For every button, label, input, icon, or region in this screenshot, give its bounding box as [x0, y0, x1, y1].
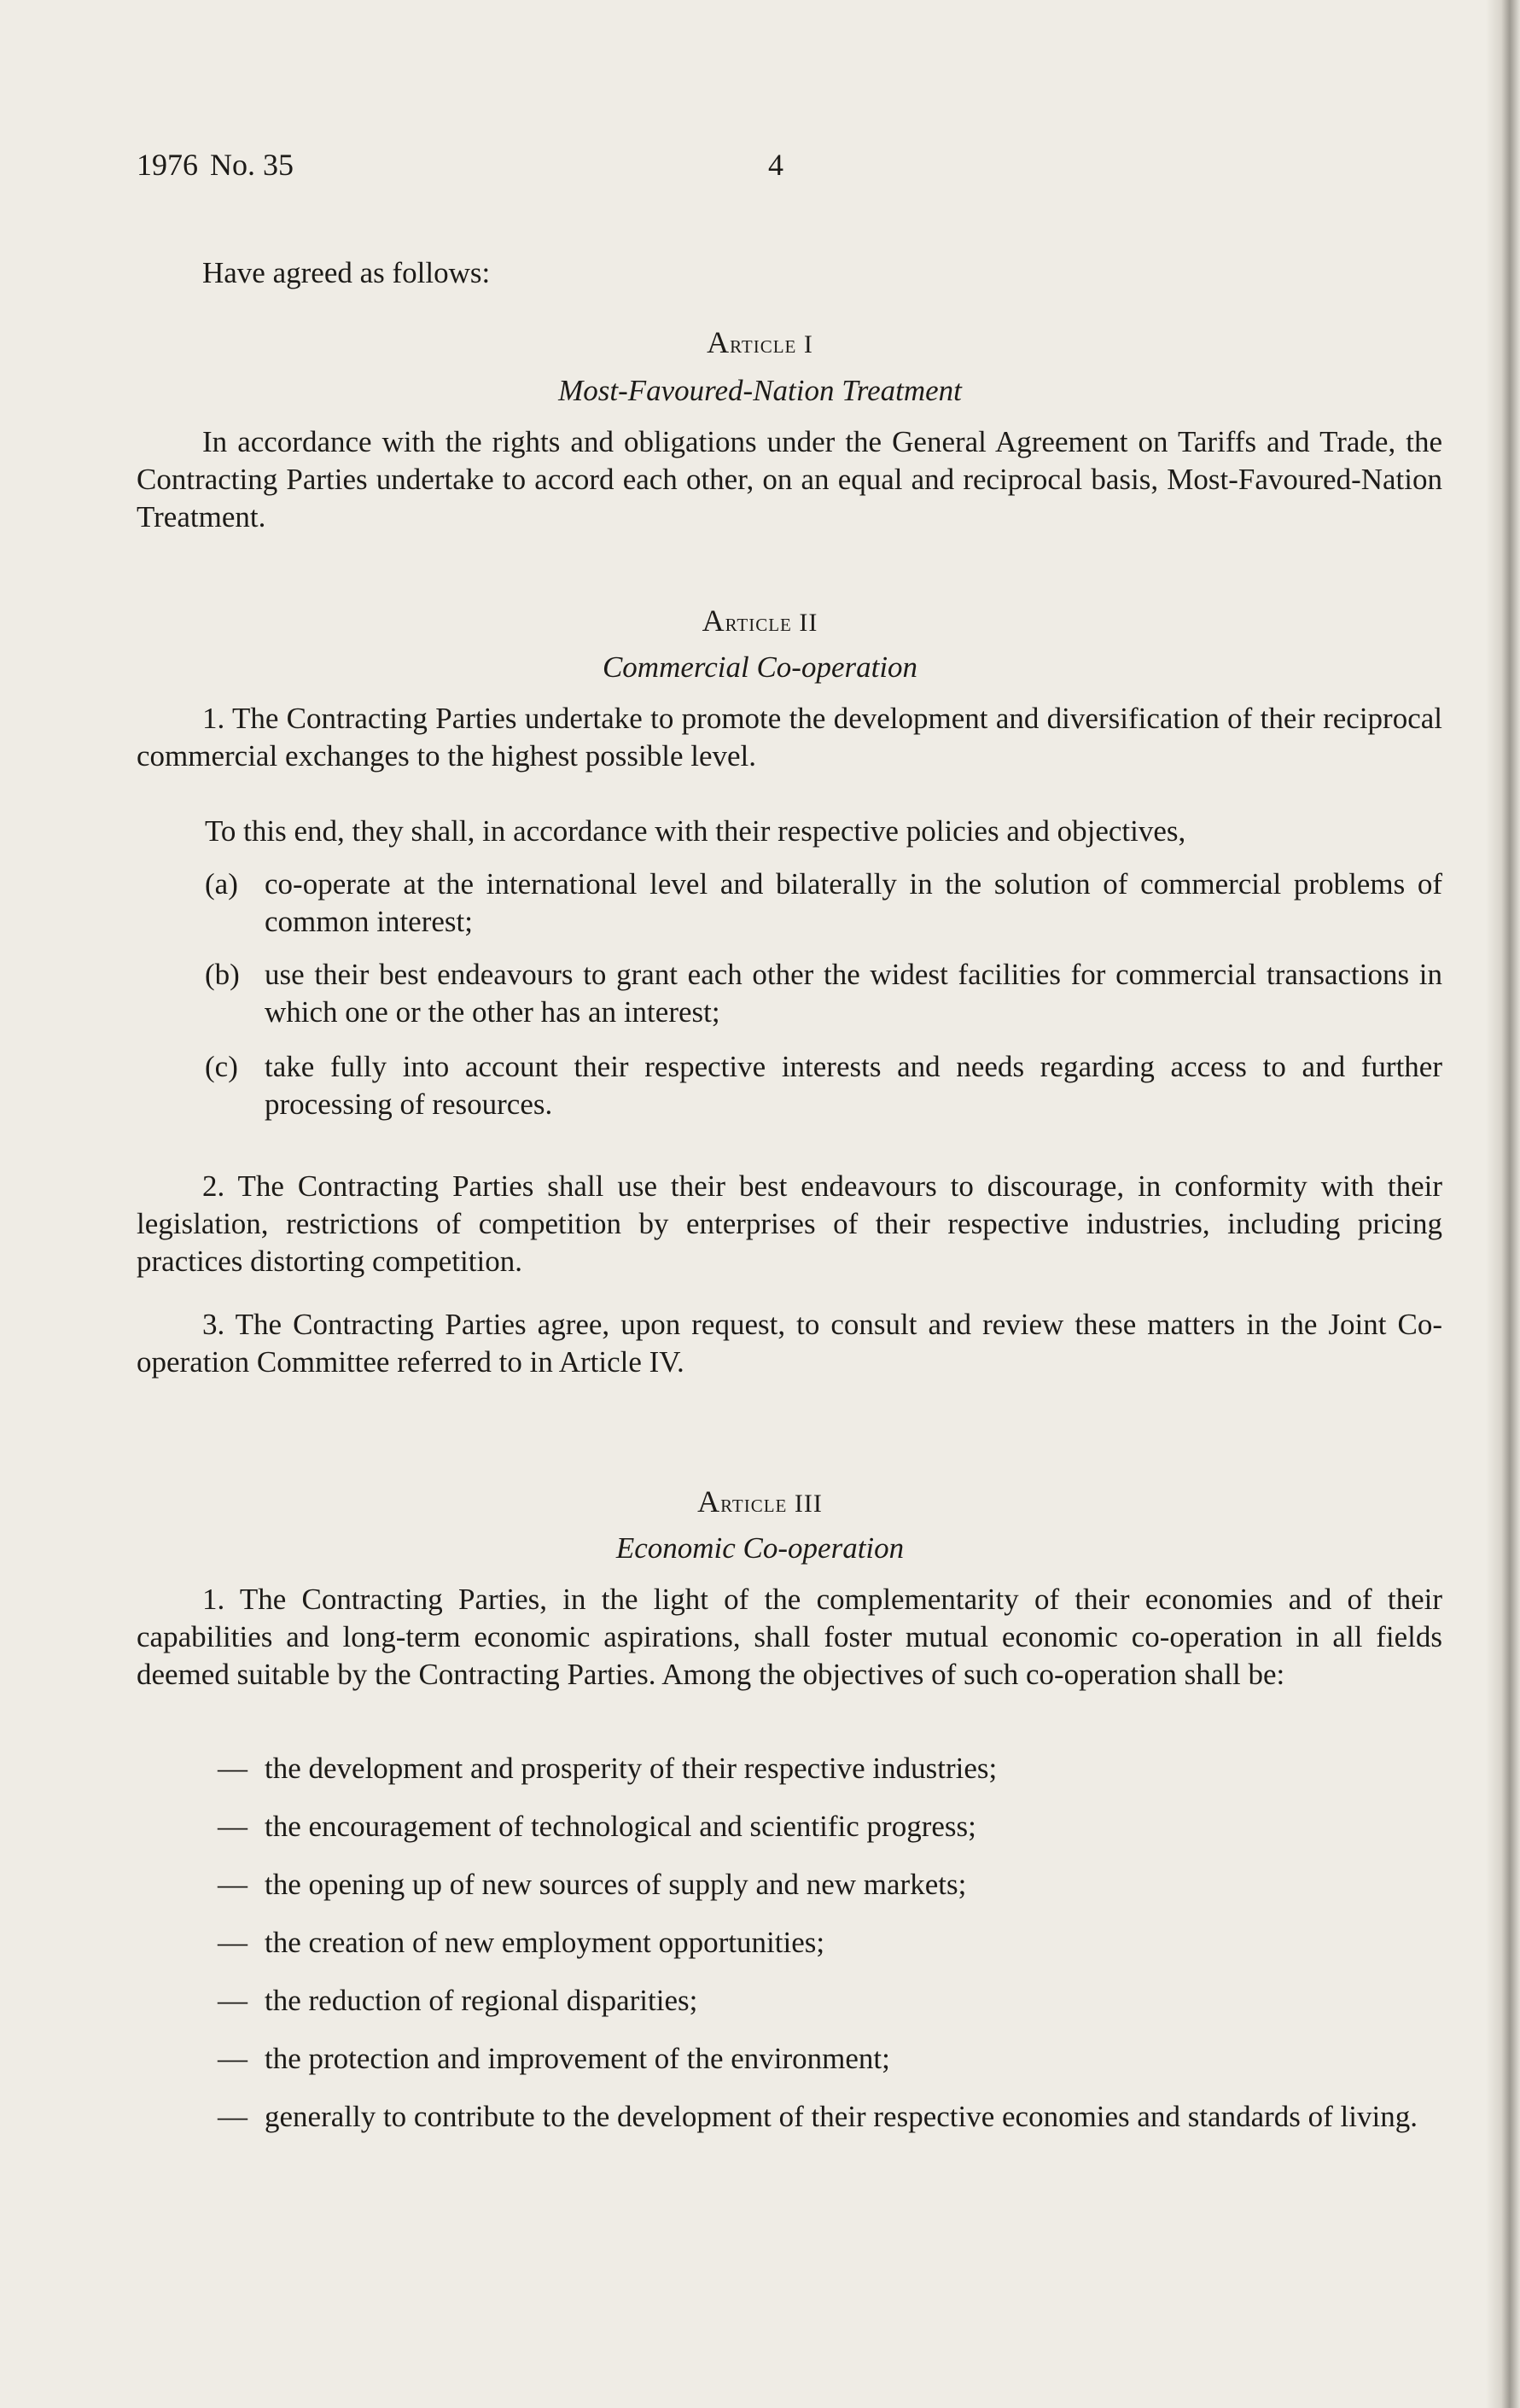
objective-text: the development and prosperity of their respective industries; [265, 1752, 998, 1785]
objective-text: the protection and improvement of the environment; [265, 2042, 890, 2075]
objective-text: the encouragement of technological and scientific progress; [265, 1810, 976, 1843]
article-2-subtitle: Commercial Co-operation [602, 650, 918, 684]
dash-marker: — [218, 1752, 248, 1785]
page-number: 4 [768, 148, 783, 182]
objective-text: generally to contribute to the development of their respective economies and standards of living. [265, 2100, 1418, 2133]
objective-text: the creation of new employment opportunities; [265, 1926, 825, 1959]
list-item-a [205, 866, 1442, 941]
objective-item [218, 1750, 1447, 1787]
dash-marker: — [218, 1984, 248, 2017]
list-marker: (c) [205, 1050, 238, 1083]
page-edge-shadow [1486, 0, 1520, 2408]
article-2-paragraph-2: To this end, they shall, in accordance with their respective policies and objectives, [205, 814, 1186, 848]
article-2-paragraph-3: 2. The Contracting Parties shall use their best endeavours to discourage, in conformity with their legislation, restrictions of competition by enterprises of their respective industries, including pricing practices distorting competition. [137, 1169, 1442, 1278]
list-item-b [205, 956, 1442, 1031]
article-2-title: Article II [702, 603, 818, 638]
article-1-title: Article I [707, 325, 813, 359]
list-marker: (a) [205, 867, 238, 901]
article-3-title: Article III [697, 1484, 823, 1519]
document-header [137, 147, 294, 183]
article-3-subtitle: Economic Co-operation [615, 1531, 905, 1565]
list-item-c [205, 1048, 1442, 1123]
objective-text: the opening up of new sources of supply and new markets; [265, 1868, 967, 1901]
objective-item [218, 1866, 1447, 1904]
list-item-text: co-operate at the international level and bilaterally in the solution of commercial problems of common interest; [265, 867, 1442, 938]
article-3-paragraph-1: 1. The Contracting Parties, in the light of the complementarity of their economies and of their capabilities and long-term economic aspirations, shall foster mutual economic co-operation in all fields deemed suitable by the Contracting Parties. Among the objectives of such co-operation shall be: [137, 1583, 1442, 1691]
list-marker: (b) [205, 958, 240, 991]
header-year: 1976 [137, 148, 198, 182]
dash-marker: — [218, 2100, 248, 2133]
objective-item [218, 2040, 1447, 2078]
list-item-text: use their best endeavours to grant each other the widest facilities for commercial transactions in which one or the other has an interest; [265, 958, 1442, 1029]
dash-marker: — [218, 2042, 248, 2075]
article-1-subtitle: Most-Favoured-Nation Treatment [558, 374, 962, 407]
article-1-text: In accordance with the rights and obligations under the General Agreement on Tariffs and Trade, the Contracting Parties undertake to accord each other, on an equal and reciprocal basis, Most-Favoured-Nation Treatment. [137, 425, 1442, 533]
dash-marker: — [218, 1810, 248, 1843]
article-2-paragraph-1: 1. The Contracting Parties undertake to promote the development and diversification of their reciprocal commercial exchanges to the highest possible level. [137, 702, 1442, 773]
header-number: No. 35 [210, 148, 294, 182]
article-2-paragraph-4: 3. The Contracting Parties agree, upon request, to consult and review these matters in the Joint Co-operation Committee referred to in Article IV. [137, 1308, 1442, 1379]
objective-item [218, 1924, 1447, 1962]
dash-marker: — [218, 1926, 248, 1959]
objective-item [218, 2098, 1447, 2136]
intro-text: Have agreed as follows: [202, 256, 491, 289]
objective-item [218, 1808, 1447, 1845]
list-item-text: take fully into account their respective interests and needs regarding access to and further processing of resources. [265, 1050, 1442, 1121]
objective-item [218, 1982, 1447, 2020]
objective-text: the reduction of regional disparities; [265, 1984, 698, 2017]
dash-marker: — [218, 1868, 248, 1901]
